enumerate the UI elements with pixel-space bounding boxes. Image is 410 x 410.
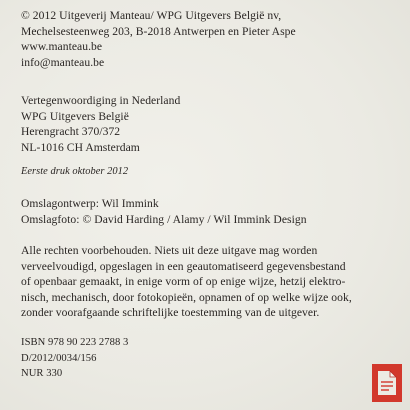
isbn-number: ISBN 978 90 223 2788 3 (21, 337, 129, 348)
rights-block (21, 243, 352, 321)
first-print-block (21, 164, 128, 180)
cover-photo-credit: Omslagfoto: © David Harding / Alamy / Wil Immink Design (21, 212, 307, 226)
publisher-email: info@manteau.be (21, 55, 105, 69)
isbn-block (21, 335, 128, 382)
rights-line: verveelvoudigd, opgeslagen in een geautomatiseerd gegevensbestand (21, 259, 346, 273)
printer-logo-icon (372, 364, 402, 402)
representation-block (21, 93, 180, 155)
rights-line: Alle rechten voorbehouden. Niets uit deze uitgave mag worden (21, 244, 318, 257)
publisher-block (21, 8, 296, 70)
rights-line: zonder voorafgaande schriftelijke toestemming van de uitgever. (21, 306, 320, 319)
representation-line: Herengracht 370/372 (21, 125, 121, 138)
representation-line: NL-1016 CH Amsterdam (21, 140, 140, 154)
publisher-line: © 2012 Uitgeverij Manteau/ WPG Uitgevers België nv, (21, 9, 282, 22)
representation-line: WPG Uitgevers België (21, 109, 129, 123)
cover-design-credit: Omslagontwerp: Wil Immink (21, 197, 159, 210)
representation-line: Vertegenwoordiging in Nederland (21, 94, 181, 107)
depot-number: D/2012/0034/156 (21, 352, 97, 364)
cover-credits-block (21, 196, 307, 227)
nur-code: NUR 330 (21, 368, 63, 379)
rights-line: of openbaar gemaakt, in enige vorm of op enige wijze, hetzij elektro- (21, 275, 346, 288)
rights-line: nisch, mechanisch, door fotokopieën, opnamen of op welke wijze ook, (21, 290, 352, 304)
publisher-line: Mechelsesteenweg 203, B-2018 Antwerpen en Pieter Aspe (21, 24, 296, 38)
publisher-website: www.manteau.be (21, 40, 103, 53)
first-print-date: Eerste druk oktober 2012 (21, 166, 129, 177)
